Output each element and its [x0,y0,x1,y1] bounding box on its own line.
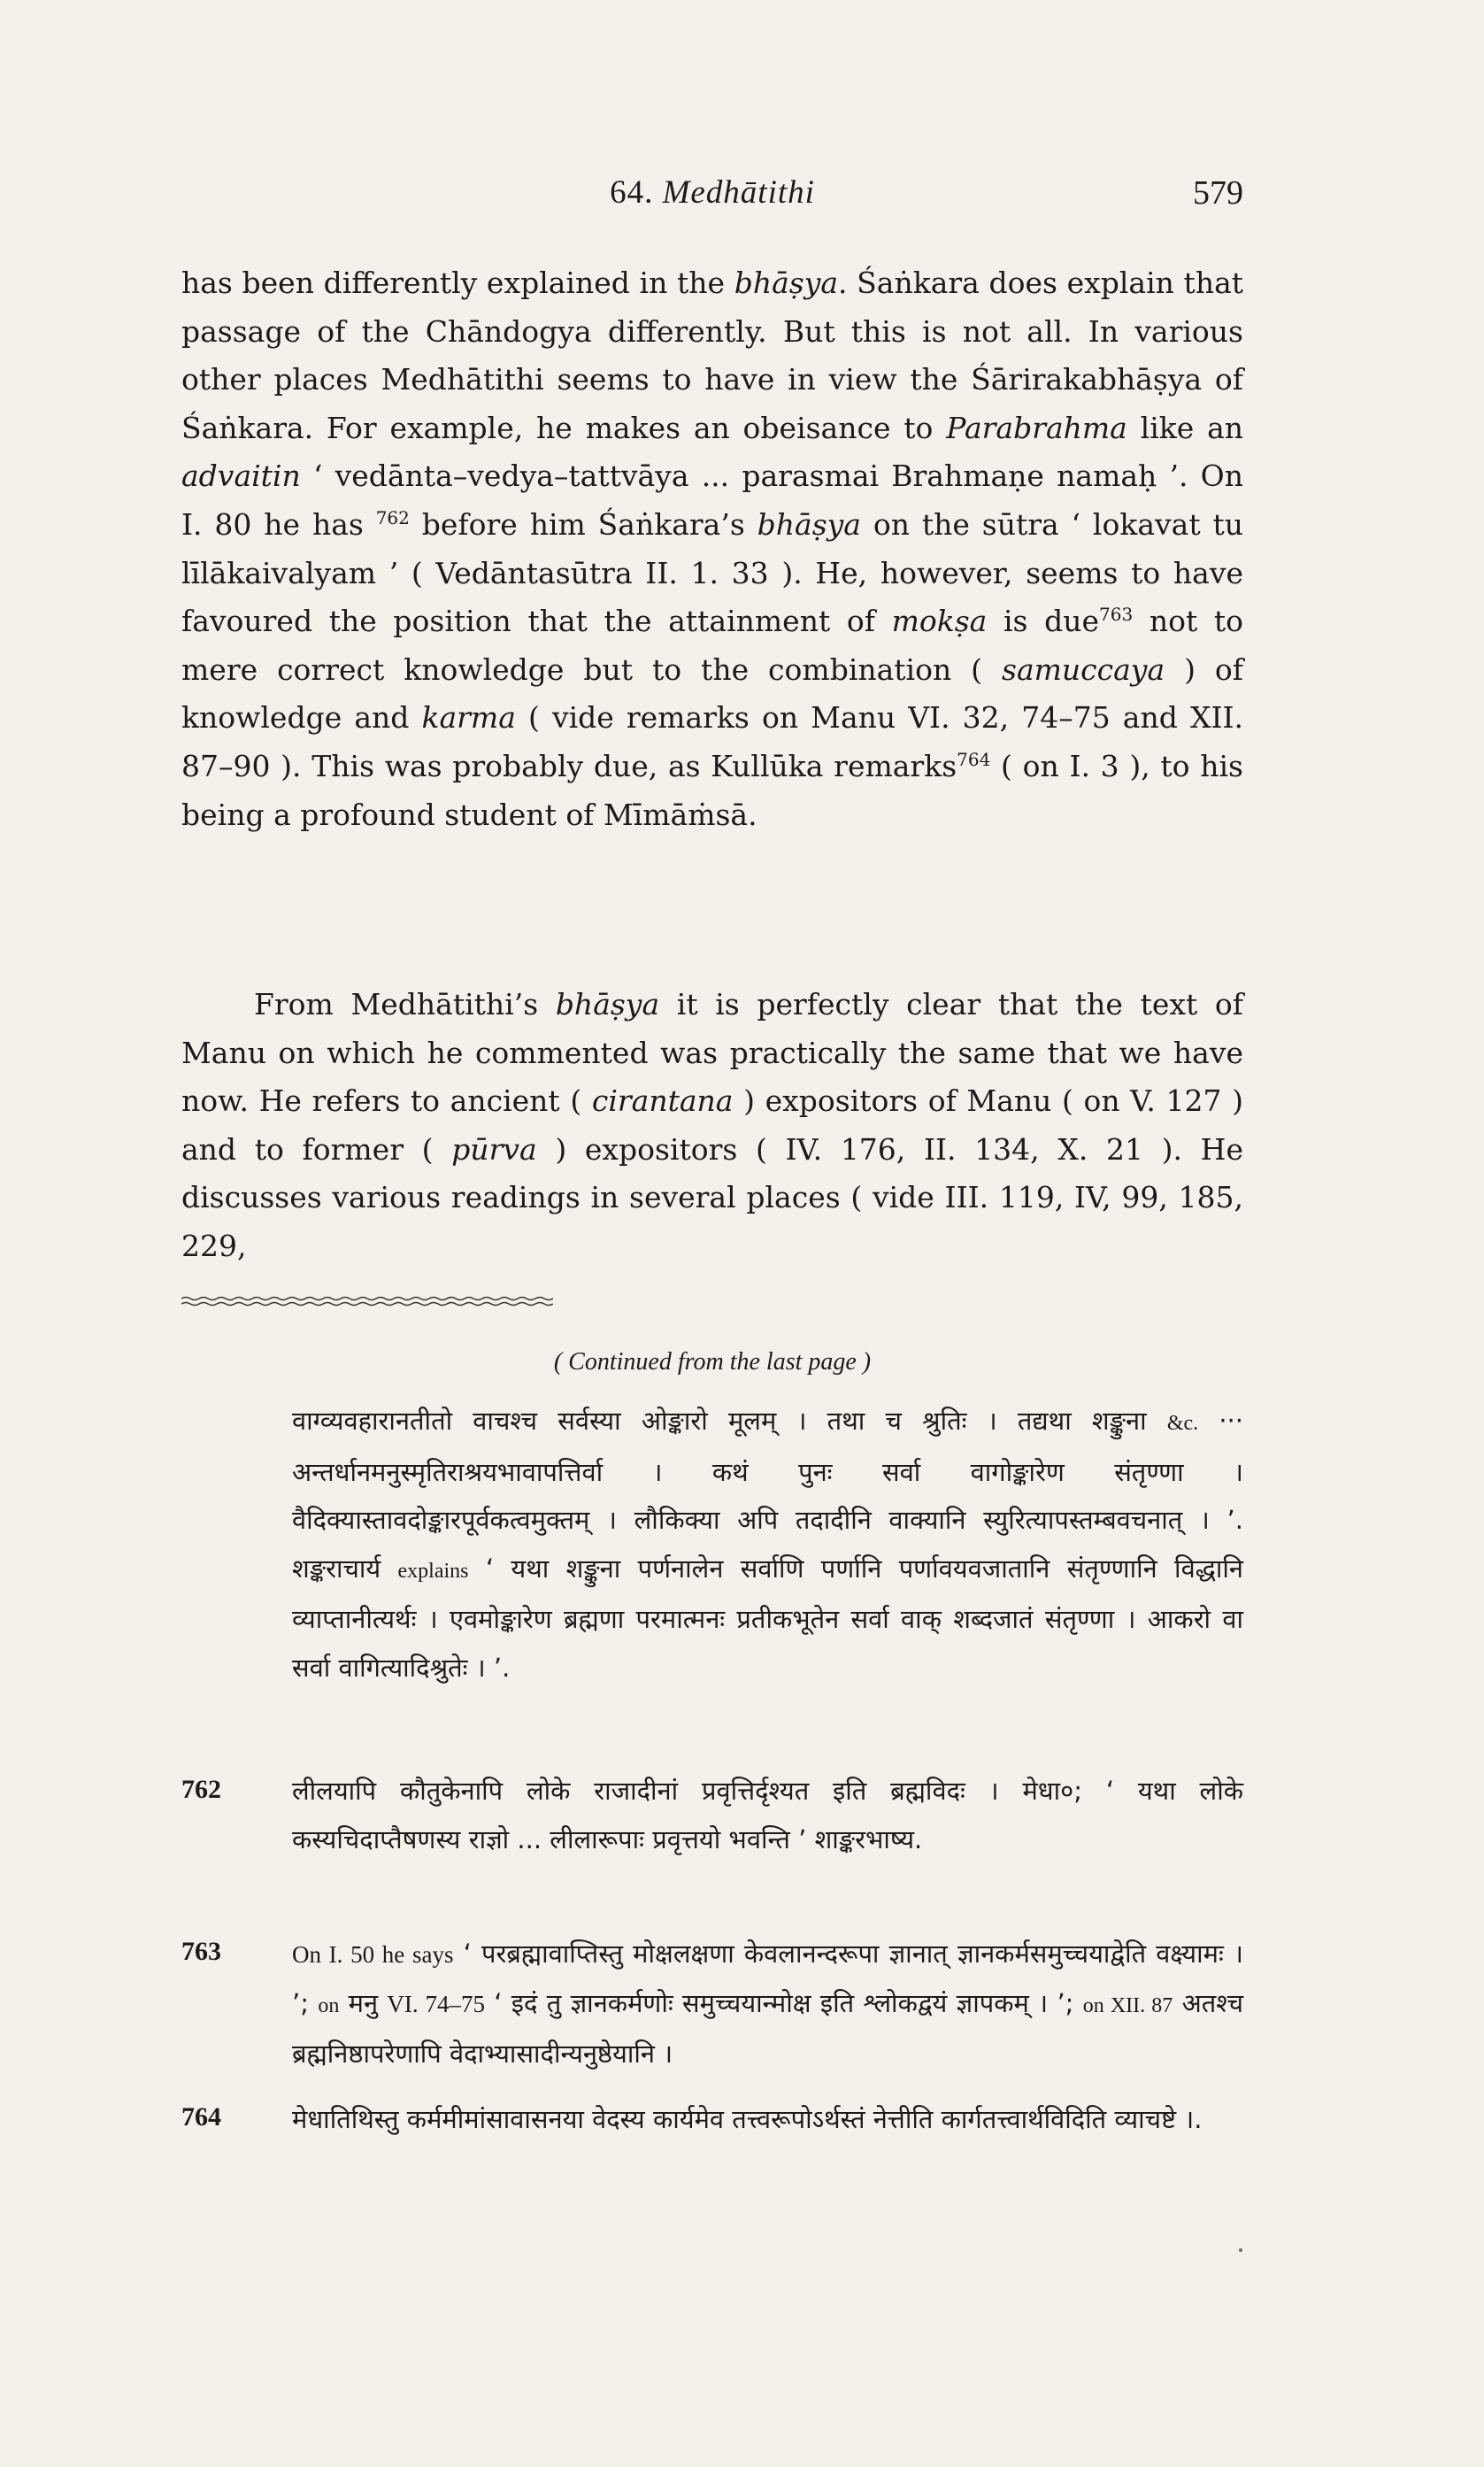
text-run: ) expositors of Manu ( on V. 127 ) and to former ( [181,1083,1243,1167]
italic-term: Parabrahma [946,410,1127,445]
sanskrit-text: वाग्व्यवहारानतीतो वाचश्च सर्वस्या ओङ्कारो मूलम् । तथा च श्रुतिः । तद्यथा शङ्कुना [292,1406,1167,1436]
footnote-number-764: 764 [181,2102,221,2132]
text-run: ‘ vedānta–vedya–tattvāya ... parasmai Brahmaṇe namaḥ ’. On I. 80 he has [181,459,1243,542]
footnote-ref-762: 762 [375,506,410,528]
italic-term: bhāṣya [555,987,660,1021]
chapter-number: 64. [610,174,654,211]
sanskrit-text: ‘ इदं तु ज्ञानकर्मणोः समुच्चयान्मोक्ष इति श्लोकद्वयं ज्ञापकम् । ’; [484,1987,1083,2018]
latin-text: &c. [1166,1412,1199,1435]
footnote-763 [292,1930,1243,2078]
text-run: ) expositors ( IV. 176, II. 134, X. 21 ). He discusses various readings in several places ( vide III. 119, IV, 99, 185, 229, [181,1131,1243,1263]
sanskrit-text: मनु [339,1987,388,2018]
text-run: has been differently explained in the [181,266,734,300]
sanskrit-text: ‘ परब्रह्मावाप्तिस्तु मोक्षलक्षणा केवलानन्दरूपा ज्ञानात् ज्ञानकर्मसमुच्चयाद्वेति वक्ष्यामः । ’; [292,1939,1243,2018]
text-run: is due [987,604,1100,639]
latin-text: on [318,1993,340,2017]
footnote-ref-764: 764 [957,748,991,770]
footnote-divider [181,1295,553,1307]
footnote-ref-763: 763 [1099,604,1134,626]
footnote-762 [292,1767,1243,1863]
sanskrit-text: अतश्च ब्रह्मनिष्ठापरेणापि वेदाभ्यासादीन्यनुष्ठेयानि । [292,1987,1244,2069]
footnote-764 [292,2095,1243,2144]
italic-term: samuccaya [1002,651,1165,687]
sanskrit-text: लीलयापि कौतुकेनापि लोके राजादीनां प्रवृत्तिर्दृश्यत इति ब्रह्मविदः । मेधा०; ‘ यथा लोके कस्यचिदाप्तैषणस्य राज्ञो ... लीलारूपाः प्रवृत्तयो भवन्ति ’ शाङ्करभाष्य. [292,1776,1243,1854]
text-run: not to mere correct knowledge but to the combination ( [181,604,1243,687]
sanskrit-text: ··· अन्तर्धानमनुस्मृतिराश्रयभावापत्तिर्वा । कथं पुनः सर्वा वागोङ्कारेण संतृण्णा । वैदिक्यास्तावदोङ्कारपूर्वकत्वमुक्तम् । लौकिक्या अपि तदादीनि वाक्यानि स्युरित्यापस्तम्बवचनात् । ’. शङ्कराचार्य [292,1406,1243,1584]
text-run: ( vide remarks on Manu VI. 32, 74–75 and XII. 87–90 ). This was probably due, as Kullūka remarks [181,700,1243,783]
italic-term: cirantana [591,1083,734,1119]
italic-term: bhāṣya [757,506,861,542]
footnote-continuation [292,1397,1243,1692]
running-title [181,173,1243,212]
italic-term: advaitin [181,459,301,494]
text-run: ) of knowledge and [181,651,1244,736]
text-run: before him Śaṅkara’s [409,506,757,542]
page-number: 579 [1193,174,1243,212]
footnote-number-763: 763 [181,1937,221,1966]
text-run: . Śaṅkara does explain that passage of the Chāndogya differently. But this is not all. In various other places Medhātithi seems to have in view the Śārirakabhāṣya of Śaṅkara. For example, he makes an obeisance to [181,266,1244,445]
footnote-number-762: 762 [181,1775,221,1804]
chapter-title: Medhātithi [662,174,815,211]
text-run: on the sūtra ‘ lokavat tu līlākaivalyam ’ ( Vedāntasūtra II. 1. 33 ). He, however, seems to have favoured the position that the attainment of [181,506,1243,639]
text-run: From Medhātithi’s [254,987,556,1021]
running-header [181,166,1243,220]
paragraph-1 [181,259,1243,839]
latin-text: on XII. 87 [1082,1993,1173,2017]
print-speck [1239,2248,1242,2252]
italic-term: mokṣa [891,604,988,639]
italic-term: pūrva [451,1131,537,1167]
italic-term: bhāṣya [734,266,839,300]
sanskrit-text: मेधातिथिस्तु कर्ममीमांसावासनया वेदस्य कार्यमेव तत्त्वरूपोऽर्थस्तं नेत्तीति कार्गतत्त्वार्थविदिति व्याचष्टे ।. [292,2104,1203,2134]
italic-term: karma [421,700,516,736]
text-run: ( on I. 3 ), to his being a profound student of Mīmāṁsā. [181,748,1243,832]
continued-note: ( Continued from the last page ) [553,1348,872,1376]
paragraph-2 [181,981,1243,1271]
text-run: like an [1126,410,1243,445]
latin-text: On I. 50 he says [292,1941,454,1968]
text-run: it is perfectly clear that the text of Manu on which he commented was practically the same that we have now. He refers to ancient ( [181,987,1243,1119]
sanskrit-text: ‘ यथा शङ्कुना पर्णनालेन सर्वाणि पर्णानि पर्णावयवजातानि संतृण्णानि विद्धानि व्याप्तानीत्यर्थः । एवमोङ्कारेण ब्रह्मणा परमात्मनः प्रतीकभूतेन सर्वा वाक् शब्दजातं संतृण्णा । आकरो वा सर्वा वागित्यादिश्रुतेः । ’. [292,1553,1243,1683]
latin-text: explains [397,1559,469,1583]
latin-text: VI. 74–75 [387,1990,485,2017]
